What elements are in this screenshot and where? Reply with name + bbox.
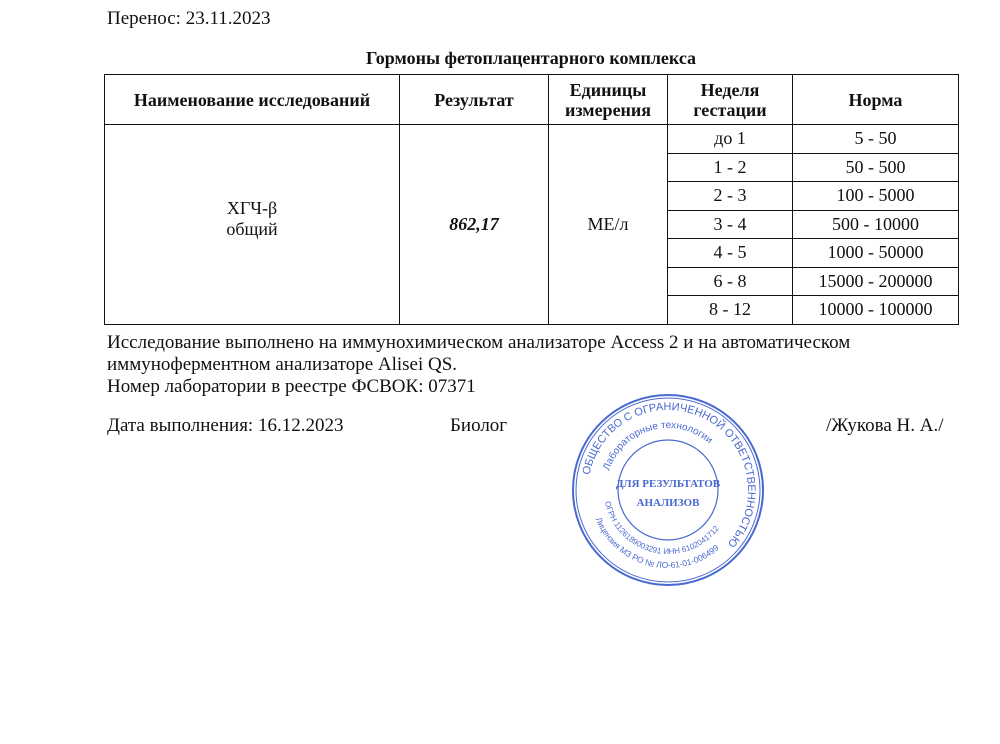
week-cell: 2 - 3 — [668, 182, 793, 211]
norm-cell: 5 - 50 — [793, 125, 959, 154]
norm-cell: 15000 - 200000 — [793, 267, 959, 296]
stamp — [568, 392, 768, 588]
results-table — [104, 74, 959, 325]
test-result: 862,17 — [400, 125, 549, 325]
lab-number: Номер лаборатории в реестре ФСВОК: 07371 — [107, 376, 476, 397]
table-header-row — [105, 75, 959, 125]
norm-cell: 10000 - 100000 — [793, 296, 959, 325]
table-title: Гормоны фетоплацентарного комплекса — [365, 48, 697, 68]
test-units: МЕ/л — [549, 125, 668, 325]
note-line-1: Исследование выполнено на иммунохимическом анализаторе Access 2 и на автоматическом — [107, 332, 851, 353]
header-result: Результат — [400, 75, 549, 125]
signer-name: /Жукова Н. А./ — [826, 415, 944, 436]
header-name: Наименование исследований — [105, 75, 400, 125]
signer-role: Биолог — [450, 415, 508, 436]
norm-cell: 1000 - 50000 — [793, 239, 959, 268]
completion-date: Дата выполнения: 16.12.2023 — [107, 415, 344, 436]
stamp-ids-text: ОГРН 1126189003291 ИНН 6102041712 — [603, 500, 721, 557]
header-norm: Норма — [793, 75, 959, 125]
table-row — [105, 125, 959, 154]
norm-cell: 50 - 500 — [793, 153, 959, 182]
week-cell: 4 - 5 — [668, 239, 793, 268]
stamp-center-2: АНАЛИЗОВ — [636, 497, 700, 509]
header-week: Неделя гестации — [668, 75, 793, 125]
week-cell: 6 - 8 — [668, 267, 793, 296]
week-cell: 3 - 4 — [668, 210, 793, 239]
stamp-outer-text: ОБЩЕСТВО С ОГРАНИЧЕННОЙ ОТВЕТСТВЕННОСТЬЮ — [580, 400, 758, 550]
stamp-center-1: ДЛЯ РЕЗУЛЬТАТОВ — [615, 478, 721, 490]
note-line-2: иммуноферментном анализаторе Alisei QS. — [107, 354, 458, 375]
stamp-company-text: Лабораторные технологии — [601, 419, 715, 472]
norm-cell: 500 - 10000 — [793, 210, 959, 239]
week-cell: 8 - 12 — [668, 296, 793, 325]
test-name: ХГЧ-β общий — [105, 125, 400, 325]
header-units: Единицы измерения — [549, 75, 668, 125]
norm-cell: 100 - 5000 — [793, 182, 959, 211]
transfer-date: Перенос: 23.11.2023 — [107, 8, 271, 29]
week-cell: 1 - 2 — [668, 153, 793, 182]
week-cell: до 1 — [668, 125, 793, 154]
stamp-license-text: Лицензия МЗ РО № ЛО-61-01-006499 — [593, 515, 721, 571]
